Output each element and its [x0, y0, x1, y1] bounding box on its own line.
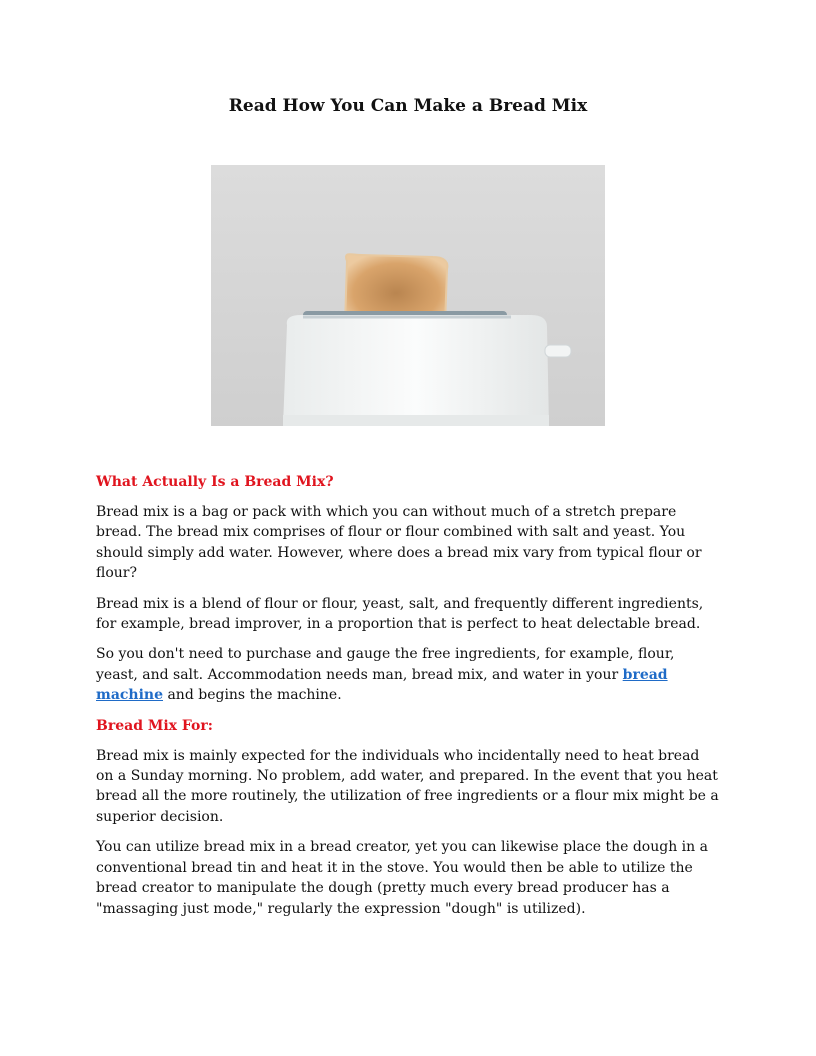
paragraph: Bread mix is mainly expected for the individuals who incidentally need to heat bread on a Sunday morning. No problem, add water, and prepared. In the event that you heat bread all the more routinely, the utilization of free ingredients or a flour mix might be a superior decision.: [96, 747, 719, 825]
paragraph: You can utilize bread mix in a bread creator, yet you can likewise place the dough in a conventional bread tin and heat it in the stove. You would then be able to utilize the bread creator to manipulate the dough (pretty much every bread producer has a "massaging just mode," regularly the expression "dough" is utilized).: [96, 839, 708, 917]
section-heading: What Actually Is a Bread Mix?: [96, 474, 334, 490]
paragraph-text: So you don't need to purchase and gauge the free ingredients, for example, flour, yeast, and salt. Accommodation needs man, bread mix, and water in your: [96, 646, 675, 683]
section-heading: Bread Mix For:: [96, 717, 213, 734]
paragraph: Bread mix is a bag or pack with which you can without much of a stretch prepare bread. The bread mix comprises of flour or flour combined with salt and yeast. You should simply add water. However, where does a bread mix vary from typical flour or flour?: [96, 504, 702, 582]
document-title: Read How You Can Make a Bread Mix: [228, 96, 588, 116]
paragraph-with-link: [96, 644, 720, 705]
article-body: [96, 472, 720, 929]
toaster-illustration: [211, 165, 605, 426]
bread-machine-link[interactable]: bread machine: [96, 666, 668, 704]
paragraph: Bread mix is a blend of flour or flour, yeast, salt, and frequently different ingredients, for example, bread improver, in a proportion that is perfect to heat delectable bread.: [96, 595, 704, 633]
paragraph-text: and begins the machine.: [167, 687, 342, 704]
toaster-photo: [211, 165, 605, 426]
